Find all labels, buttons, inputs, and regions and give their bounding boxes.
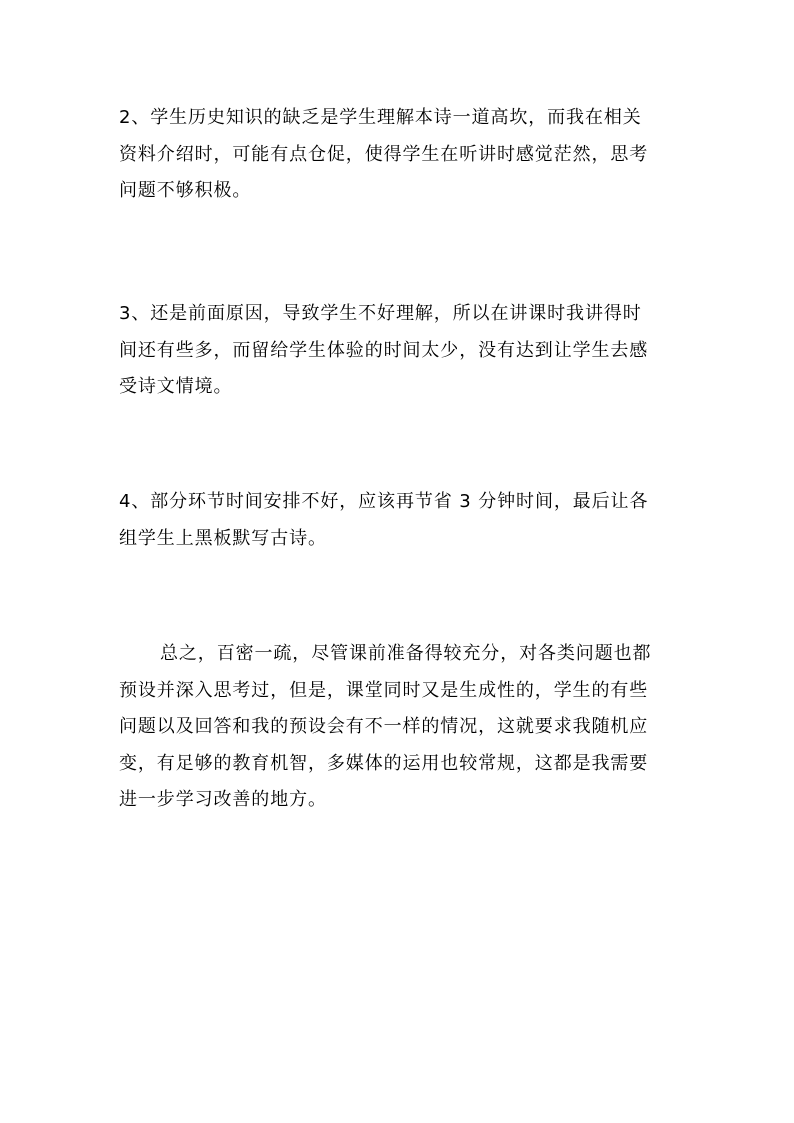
paragraph-point-4 bbox=[119, 484, 679, 557]
text-line: 3、还是前面原因，导致学生不好理解，所以在讲课时我讲得时 bbox=[119, 303, 642, 324]
text-line: 问题以及回答和我的预设会有不一样的情况，这就要求我随机应 bbox=[119, 716, 649, 737]
text-line: 间还有些多，而留给学生体验的时间太少，没有达到让学生去感 bbox=[119, 339, 649, 361]
text-line: 变，有足够的教育机智，多媒体的运用也较常规，这都是我需要 bbox=[119, 752, 649, 774]
paragraph-summary bbox=[119, 636, 679, 819]
text-line: 4、部分环节时间安排不好，应该再节省 3 分钟时间，最后让各 bbox=[119, 491, 649, 512]
text-line: 进一步学习改善的地方。 bbox=[119, 789, 327, 810]
text-line: 组学生上黑板默写古诗。 bbox=[119, 527, 327, 549]
text-line: 受诗文情境。 bbox=[119, 376, 233, 397]
text-line: 问题不够积极。 bbox=[119, 180, 252, 201]
text-line: 资料介绍时，可能有点仓促，使得学生在听讲时感觉茫然，思考 bbox=[119, 143, 649, 165]
paragraph-point-3 bbox=[119, 296, 679, 406]
text-line: 预设并深入思考过，但是，课堂同时又是生成性的，学生的有些 bbox=[119, 679, 649, 701]
text-line: 2、学生历史知识的缺乏是学生理解本诗一道高坎，而我在相关 bbox=[119, 107, 642, 128]
paragraph-point-2 bbox=[119, 100, 679, 210]
text-line: 总之，百密一疏，尽管课前准备得较充分，对各类问题也都 bbox=[160, 643, 652, 664]
